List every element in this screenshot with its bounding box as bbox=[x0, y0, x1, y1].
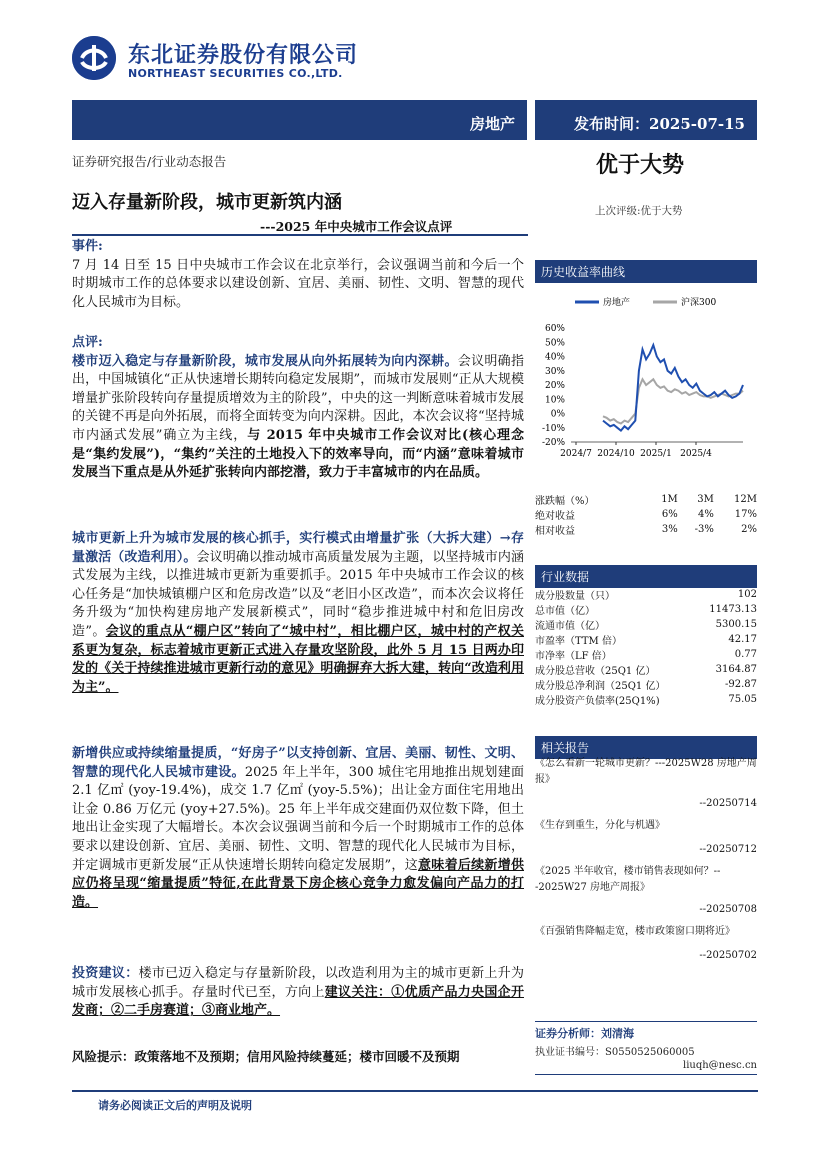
x-tick-label: 2024/7 bbox=[560, 449, 592, 459]
comment-p3-bold: 意味着后续新增供应仍将呈现“缩量提质”特征,在此背景下房企核心竞争力愈发偏向产品力的打造。 bbox=[72, 857, 524, 910]
market-value: 3164.87 bbox=[715, 664, 757, 675]
performance-table bbox=[535, 492, 757, 537]
performance-cell: 6% bbox=[661, 509, 678, 520]
company-name-en: NORTHEAST SECURITIES CO.,LTD. bbox=[128, 67, 343, 80]
performance-header-cell: 涨跌幅（%） bbox=[535, 496, 595, 507]
performance-cell: 2% bbox=[741, 524, 757, 535]
related-section-title: 相关报告 bbox=[541, 741, 590, 755]
market-table bbox=[535, 587, 757, 707]
performance-cell: 绝对收益 bbox=[535, 511, 575, 522]
publish-date: 发布时间：2025-07-15 bbox=[574, 115, 745, 133]
market-row bbox=[535, 647, 757, 662]
analyst-license: 执业证书编号：S0550525060005 bbox=[535, 1047, 695, 1058]
market-label: 成分股总净利润（25Q1 亿） bbox=[535, 681, 666, 692]
market-row bbox=[535, 677, 757, 692]
y-tick-label: 10% bbox=[544, 395, 565, 406]
comment-section bbox=[72, 334, 524, 483]
related-report-item[interactable] bbox=[535, 818, 757, 858]
comment-p2-body: 会议明确以推动城市高质量发展为主题，以坚持城市内涵式发展为主线，以推进城市更新为重要抓手。2015 年中央城市工作会议的核心任务是“加快城镇棚户区和危房改造”以及“老旧小区改造”，而本次会议将任务升级为“加快构建房地产发展新模式”，同时“稳步推进城中村和危旧房改造”。 bbox=[72, 549, 524, 639]
performance-header-row bbox=[535, 492, 757, 507]
comment-p3 bbox=[72, 745, 524, 912]
market-row bbox=[535, 587, 757, 602]
comment-p3-body: 2025 年上半年，300 城住宅用地推出规划建面 2.1 亿㎡ (yoy-19.4%)，成交 1.7 亿㎡ (yoy-5.5%)；出让金方面住宅用地出让金 0.86 万亿元 (yoy+27.5%)。25 年上半年成交建面仍双位数下降，但土地出让金实现了大幅增长。本次会议强调当前和今后一个时期城市工作的总体要求以建设创新、宜居、美丽、韧性、文明、智慧的现代化人民城市为目标，并定调城市更新发展“正从快速增长期转向稳定发展期”，这 bbox=[72, 764, 524, 873]
legend-label-house: 房地产 bbox=[603, 298, 631, 308]
market-value: -92.87 bbox=[724, 679, 757, 690]
report-type: 证券研究报告/行业动态报告 bbox=[72, 154, 227, 169]
market-value: 42.17 bbox=[728, 634, 757, 645]
y-tick-label: -10% bbox=[541, 423, 565, 434]
market-row bbox=[535, 602, 757, 617]
related-report-item[interactable] bbox=[535, 924, 757, 964]
performance-cell: 17% bbox=[734, 509, 757, 520]
related-report-date: --20250712 bbox=[699, 844, 757, 855]
invest-heading: 投资建议： bbox=[72, 966, 139, 981]
company-logo-icon bbox=[72, 36, 116, 80]
chart-section-rule bbox=[535, 280, 757, 281]
market-row bbox=[535, 692, 757, 707]
x-tick-label: 2025/4 bbox=[680, 449, 712, 459]
market-section-header bbox=[535, 565, 757, 588]
invest-body: 楼市已迈入稳定与存量新阶段，以改造利用为主的城市更新上升为城市发展核心抓手。存量时代已至，方向上 bbox=[72, 966, 524, 1000]
x-tick-label: 2025/1 bbox=[640, 449, 672, 459]
comment-heading: 点评: bbox=[72, 335, 103, 350]
performance-cell: -3% bbox=[694, 524, 714, 535]
comment-p1-bold: 与 2015 年中央城市工作会议对比(核心理念是“集约发展”)，“集约”关注的土地投入下的效率导向，而“内涵”意味着城市发展当下重点是从外延扩张转向内部挖潜，致力于丰富城市的内在品质。 bbox=[72, 427, 524, 481]
market-value: 5300.15 bbox=[715, 619, 757, 630]
return-chart bbox=[535, 290, 757, 470]
market-row bbox=[535, 662, 757, 677]
related-report-item[interactable] bbox=[535, 756, 757, 812]
legend-label-hs300: 沪深300 bbox=[681, 298, 717, 308]
related-report-date: --20250702 bbox=[699, 950, 757, 961]
comment-p2 bbox=[72, 530, 524, 697]
related-report-name[interactable]: 《2025 半年收官，楼市销售表现如何？---2025W27 房地产周报》 bbox=[535, 866, 721, 893]
performance-row bbox=[535, 522, 757, 537]
performance-header-cell: 1M bbox=[661, 494, 678, 505]
performance-cell: 3% bbox=[661, 524, 678, 535]
comment-p1-lead: 楼市迈入稳定与存量新阶段，城市发展从向外拓展转为向内深耕。 bbox=[72, 353, 458, 369]
sector-label: 房地产 bbox=[469, 115, 515, 133]
y-tick-label: 60% bbox=[544, 324, 565, 334]
market-value: 11473.13 bbox=[709, 604, 757, 615]
performance-cell: 相对收益 bbox=[535, 526, 575, 537]
market-label: 市盈率（TTM 倍） bbox=[535, 636, 622, 647]
market-value: 102 bbox=[737, 589, 757, 600]
page-subtitle: ---2025 年中央城市工作会议点评 bbox=[260, 219, 453, 234]
invest-section bbox=[72, 965, 524, 1021]
company-name-cn: 东北证券股份有限公司 bbox=[128, 43, 359, 68]
comment-p3-lead: 新增供应或持续缩量提质，“好房子”以支持创新、宜居、美丽、韧性、文明、智慧的现代化人民城市建设。 bbox=[72, 746, 524, 780]
comment-p1-body: 会议明确指出，中国城镇化“正从快速增长期转向稳定发展期”，而城市发展则“正从大规模增量扩张阶段转向存量提质增效为主的阶段”，中央的这一判断意味着城市发展的关键不再是向外拓展，而将全面转变为向内深耕。因此，本次会议将“坚持城市内涵式发展”确立为主线， bbox=[72, 353, 524, 443]
y-tick-label: 20% bbox=[544, 381, 565, 391]
analyst-bottom-rule bbox=[535, 1074, 757, 1075]
sector-bar bbox=[72, 100, 527, 140]
event-text: 7 月 14 日至 15 日中央城市工作会议在北京举行，会议强调当前和今后一个时期城市工作的总体要求以建设创新、宜居、美丽、韧性、文明、智慧的现代化人民城市为目标。 bbox=[72, 257, 524, 310]
y-tick-label: 50% bbox=[544, 338, 565, 349]
performance-cell: 4% bbox=[698, 509, 714, 520]
market-label: 成分股总营收（25Q1 亿） bbox=[535, 666, 656, 677]
comment-p2-lead: 城市更新上升为城市发展的核心抓手，实行模式由增量扩张（大拆大建）→存量激活（改造利用）。 bbox=[72, 531, 524, 565]
y-tick-label: 0% bbox=[550, 409, 565, 420]
market-label: 总市值（亿） bbox=[535, 606, 595, 617]
x-tick-label: 2024/10 bbox=[597, 449, 635, 459]
market-label: 成分股资产负债率(25Q1%) bbox=[535, 696, 660, 707]
performance-header-cell: 12M bbox=[734, 494, 757, 505]
footer-disclaimer[interactable]: 请务必阅读正文后的声明及说明 bbox=[98, 1099, 252, 1112]
y-tick-label: 40% bbox=[544, 352, 565, 363]
related-report-name[interactable]: 《怎么看新一轮城市更新？---2025W28 房地产周报》 bbox=[535, 758, 757, 785]
analyst-email[interactable]: liuqh@nesc.cn bbox=[683, 1060, 757, 1071]
related-report-item[interactable] bbox=[535, 864, 757, 918]
y-tick-label: 30% bbox=[544, 366, 565, 377]
y-tick-label: -20% bbox=[541, 438, 565, 448]
market-label: 流通市值（亿） bbox=[535, 621, 605, 632]
risk-warning: 风险提示：政策落地不及预期；信用风险持续蔓延；楼市回暖不及预期 bbox=[72, 1049, 460, 1064]
market-row bbox=[535, 617, 757, 632]
title-divider bbox=[72, 234, 528, 236]
rating: 优于大势 bbox=[596, 152, 685, 178]
related-list bbox=[535, 756, 757, 964]
market-value: 75.05 bbox=[728, 694, 757, 705]
page-title: 迈入存量新阶段，城市更新筑内涵 bbox=[72, 192, 342, 213]
invest-bold: 建议关注：①优质产品力央国企开发商；②二手房赛道；③商业地产。 bbox=[72, 984, 524, 1019]
publish-date-bar bbox=[535, 100, 757, 140]
related-report-date: --20250714 bbox=[699, 798, 757, 809]
analyst-rule bbox=[535, 1021, 757, 1022]
event-heading: 事件: bbox=[72, 239, 103, 254]
event-section bbox=[72, 238, 524, 312]
related-report-name[interactable]: 《百强销售降幅走宽，楼市政策窗口期将近》 bbox=[535, 926, 735, 937]
series-line-hs300 bbox=[603, 379, 743, 423]
market-value: 0.77 bbox=[734, 649, 757, 660]
market-section-title: 行业数据 bbox=[541, 570, 590, 584]
related-report-date: --20250708 bbox=[699, 904, 757, 915]
comment-p2-bold: 会议的重点从“棚户区”转向了“城中村”，相比棚户区，城中村的产权关系更为复杂，标志着城市更新正式进入存量攻坚阶段，此外 5 月 15 日两办印发的《关于持续推进城市更新行动的意见》明确摒弃大拆大建，转向“改造利用为主”。 bbox=[72, 623, 524, 695]
market-row bbox=[535, 632, 757, 647]
market-label: 市净率（LF 倍） bbox=[535, 651, 612, 662]
analyst-name: 证券分析师：刘清海 bbox=[535, 1027, 634, 1040]
related-report-name[interactable]: 《生存到重生，分化与机遇》 bbox=[535, 820, 665, 831]
chart-section-title: 历史收益率曲线 bbox=[541, 265, 626, 279]
series-line-house bbox=[603, 345, 743, 431]
performance-row bbox=[535, 507, 757, 522]
performance-header-cell: 3M bbox=[697, 494, 714, 505]
previous-rating: 上次评级:优于大势 bbox=[595, 205, 683, 217]
footer-rule bbox=[72, 1090, 758, 1092]
market-label: 成分股数量（只） bbox=[535, 591, 615, 602]
